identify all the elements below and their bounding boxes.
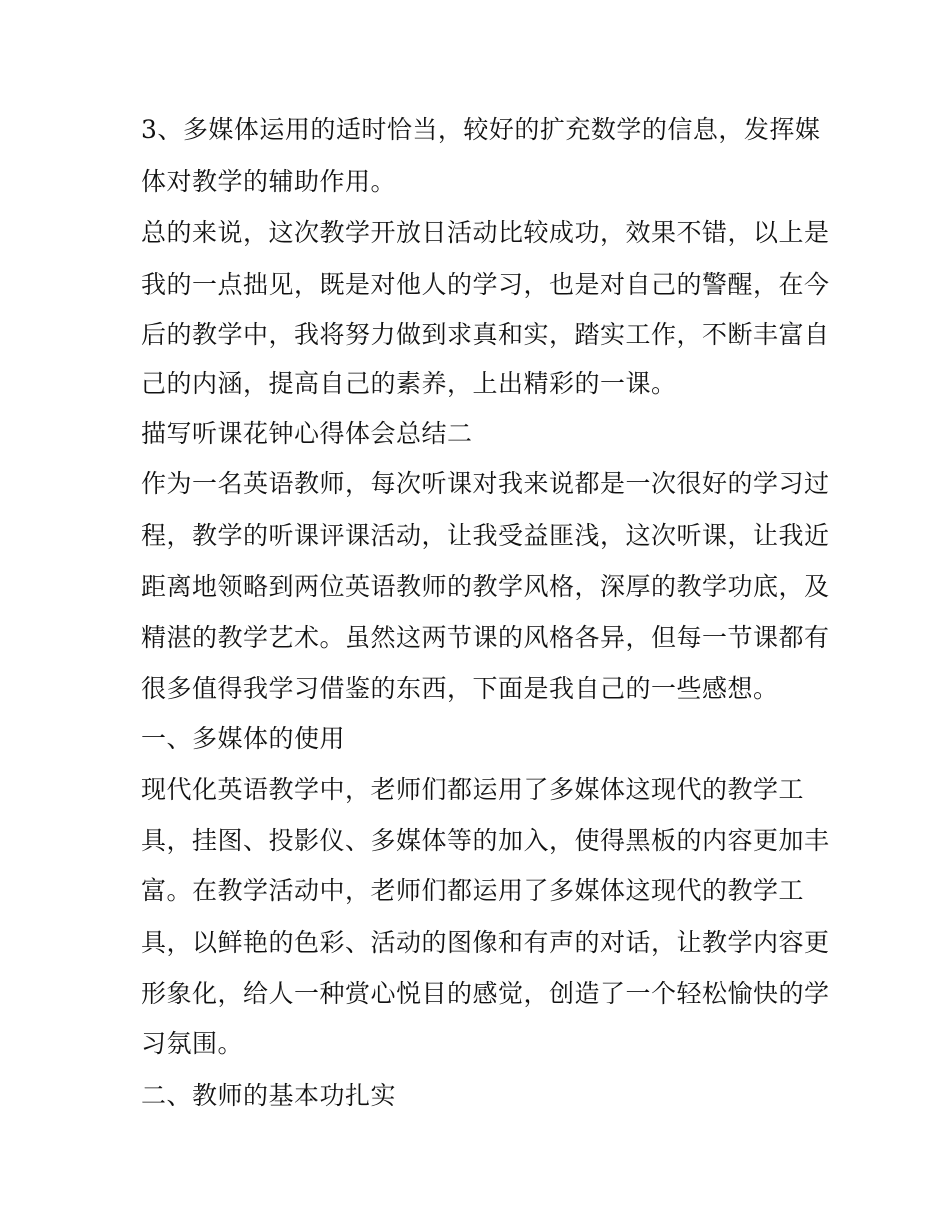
section-heading: 二、教师的基本功扎实 xyxy=(141,1081,397,1110)
text-line: 程，教学的听课评课活动，让我受益匪浅，这次听课，让我近 xyxy=(141,521,830,550)
text-line: 形象化，给人一种赏心悦目的感觉，创造了一个轻松愉快的学 xyxy=(141,979,830,1008)
text-line: 现代化英语教学中，老师们都运用了多媒体这现代的教学工 xyxy=(141,775,805,804)
text-line: 具，以鲜艳的色彩、活动的图像和有声的对话，让教学内容更 xyxy=(141,928,830,957)
text-line: 很多值得我学习借鉴的东西，下面是我自己的一些感想。 xyxy=(141,674,779,703)
text-line: 己的内涵，提高自己的素养，上出精彩的一课。 xyxy=(141,369,677,398)
text-line: 具，挂图、投影仪、多媒体等的加入，使得黑板的内容更加丰 xyxy=(141,826,830,855)
text-line: 后的教学中，我将努力做到求真和实，踏实工作，不断丰富自 xyxy=(141,320,830,349)
text-line: 作为一名英语教师，每次听课对我来说都是一次很好的学习过 xyxy=(141,469,830,498)
text-line: 习氛围。 xyxy=(141,1029,244,1058)
text-line: 富。在教学活动中，老师们都运用了多媒体这现代的教学工 xyxy=(141,876,805,905)
text-line: 3、多媒体运用的适时恰当，较好的扩充数学的信息，发挥媒 xyxy=(141,115,821,144)
section-heading: 一、多媒体的使用 xyxy=(141,724,346,753)
text-line: 精湛的教学艺术。虽然这两节课的风格各异，但每一节课都有 xyxy=(141,623,830,652)
text-line: 距离地领略到两位英语教师的教学风格，深厚的教学功底，及 xyxy=(141,572,830,601)
text-line: 体对教学的辅助作用。 xyxy=(141,167,397,196)
text-line: 我的一点拙见，既是对他人的学习，也是对自己的警醒，在今 xyxy=(141,270,830,299)
text-line: 总的来说，这次教学开放日活动比较成功，效果不错，以上是 xyxy=(141,218,830,247)
section-heading: 描写听课花钟心得体会总结二 xyxy=(141,419,473,448)
